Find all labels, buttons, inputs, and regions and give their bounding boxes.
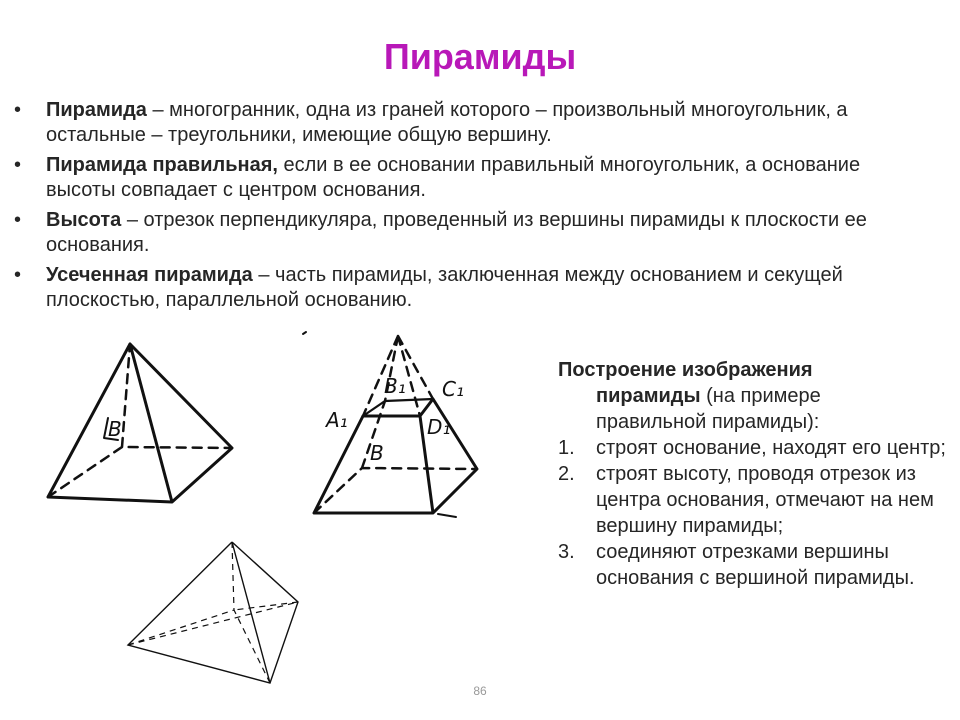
step-text: строят основание, находят его центр; bbox=[596, 437, 946, 459]
construction-heading-line3: правильной пирамиды): bbox=[596, 411, 820, 433]
construction-heading-line2 bbox=[558, 383, 948, 409]
bullet-icon: • bbox=[14, 154, 22, 176]
definition-term: Пирамида правильная, bbox=[46, 154, 278, 176]
bullet-icon: • bbox=[14, 99, 22, 121]
construction-heading: Построение изображения bbox=[558, 359, 813, 381]
step-number: 1. bbox=[558, 437, 575, 459]
step-text: строят высоту, проводя отрезок из центра основания, отмечают на нем вершину пирамиды; bbox=[596, 463, 934, 537]
bullet-icon: • bbox=[14, 264, 22, 286]
vertex-label-d1: D₁ bbox=[427, 415, 451, 439]
definition-text: – часть пирамиды, заключенная между основанием и секущей плоскостью, параллельной основанию. bbox=[46, 264, 843, 311]
steps-list bbox=[558, 435, 948, 591]
step-number: 3. bbox=[558, 541, 575, 563]
vertex-label-b1: B₁ bbox=[384, 374, 406, 398]
tetrahedron-sketch bbox=[128, 542, 298, 683]
construction-heading-bold: пирамиды bbox=[596, 385, 701, 407]
step-item bbox=[558, 461, 948, 539]
definition-term: Высота bbox=[46, 209, 122, 231]
definition-text: – многогранник, одна из граней которого – произвольный многоугольник, а остальные – треугольники, имеющие общую вершину. bbox=[46, 99, 848, 146]
frustum-sketch bbox=[314, 336, 477, 517]
definition-text: если в ее основании правильный многоугольник, а основание высоты совпадает с центром основания. bbox=[46, 154, 861, 201]
height-label: B bbox=[108, 417, 122, 441]
step-item bbox=[558, 539, 948, 591]
step-number: 2. bbox=[558, 463, 575, 485]
slide-title: Пирамиды bbox=[383, 36, 577, 77]
definition-term: Пирамида bbox=[46, 99, 147, 121]
definition-text: – отрезок перпендикуляра, проведенный из вершины пирамиды к плоскости ее основания. bbox=[46, 209, 867, 256]
height-label: B bbox=[370, 441, 384, 465]
definition-term: Усеченная пирамида bbox=[46, 264, 253, 286]
page-number: 86 bbox=[473, 684, 487, 698]
step-item bbox=[558, 435, 948, 461]
vertex-label-a1: A₁ bbox=[326, 408, 348, 432]
bullet-icon: • bbox=[14, 209, 22, 231]
pyramid-sketch bbox=[48, 344, 232, 502]
construction-steps bbox=[558, 357, 948, 591]
step-text: соединяют отрезками вершины основания с вершиной пирамиды. bbox=[596, 541, 915, 589]
vertex-label-c1: C₁ bbox=[442, 377, 464, 401]
construction-heading-rest: (на примере bbox=[700, 385, 821, 407]
